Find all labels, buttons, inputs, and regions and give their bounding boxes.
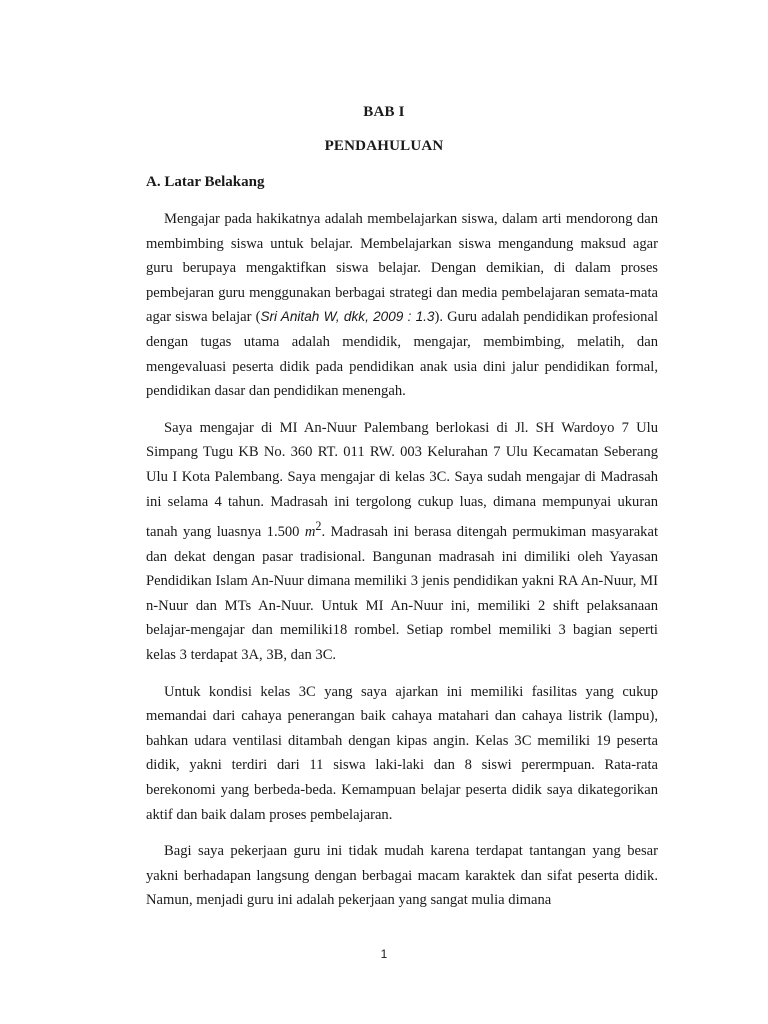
paragraph-4: Bagi saya pekerjaan guru ini tidak mudah karena terdapat tantangan yang besar yakni berhadapan langsung dengan berbagai macam karaktek dan sifat peserta didik. Namun, menjadi guru ini adalah pekerjaan yang sangat mulia dimana: [146, 843, 658, 909]
citation: Sri Anitah W, dkk, 2009 : 1.3: [260, 309, 435, 325]
page-number: 1: [380, 947, 388, 961]
chapter-title: PENDAHULUAN: [324, 138, 444, 154]
paragraph-2-text-b: . Madrasah ini berasa ditengah permukiman masyarakat dan dekat dengan pasar tradisional. Bangunan madrasah ini dimiliki oleh Yayasan Pendidikan Islam An-Nuur dimana memiliki 3 jenis pendidikan yakni RA An-Nuur, MI n-Nuur dan MTs An-Nuur. Untuk MI An-Nuur ini, memiliki 2 shift pelaksanaan belajar-mengajar dan memiliki18 rombel. Setiap rombel memiliki 3 bagian seperti kelas 3 terdapat 3A, 3B, dan 3C.: [146, 523, 659, 663]
paragraph-1-text-b: ). Guru adalah pendidikan profesional dengan tugas utama adalah mendidik, mengajar, membimbing, melatih, dan mengevaluasi peserta didik pada pendidikan anak usia dini jalur pendidikan formal, pendidikan dasar dan pendidikan menengah.: [146, 309, 659, 400]
area-unit: m: [304, 523, 316, 540]
area-unit-exponent: 2: [315, 519, 322, 534]
paragraph-2-text-a: Saya mengajar di MI An-Nuur Palembang berlokasi di Jl. SH Wardoyo 7 Ulu Simpang Tugu KB No. 360 RT. 011 RW. 003 Kelurahan 7 Ulu Kecamatan Seberang Ulu I Kota Palembang. Saya mengajar di kelas 3C. Saya sudah mengajar di Madrasah ini selama 4 tahun. Madrasah ini tergolong cukup luas, dimana mempunyai ukuran tanah yang luasnya 1.500: [146, 419, 658, 540]
body-text: [146, 207, 658, 913]
section-heading: A. Latar Belakang: [146, 174, 265, 190]
paragraph-3: Untuk kondisi kelas 3C yang saya ajarkan ini memiliki fasilitas yang cukup memandai dari cahaya penerangan baik cahaya matahari dan cahaya listrik (lampu), bahkan udara ventilasi ditambah dengan kipas angin. Kelas 3C memiliki 19 peserta didik, yakni terdiri dari 11 siswa laki-laki dan 8 siswi perermpuan. Rata-rata berekonomi yang berbeda-beda. Kemampuan belajar peserta didik saya dikategorikan aktif dan baik dalam proses pembelajaran.: [146, 683, 658, 823]
paragraph-1-text-a: Mengajar pada hakikatnya adalah membelajarkan siswa, dalam arti mendorong dan membimbing siswa untuk belajar. Membelajarkan siswa mengandung maksud agar guru berupaya mengaktifkan siswa belajar. Dengan demikian, di dalam proses pembejaran guru menggunakan berbagai strategi dan media pembelajaran semata-mata agar siswa belajar (: [146, 211, 658, 326]
paragraph-1: [146, 207, 658, 404]
chapter-heading: BAB I: [363, 104, 405, 120]
paragraph-2: [146, 416, 658, 668]
